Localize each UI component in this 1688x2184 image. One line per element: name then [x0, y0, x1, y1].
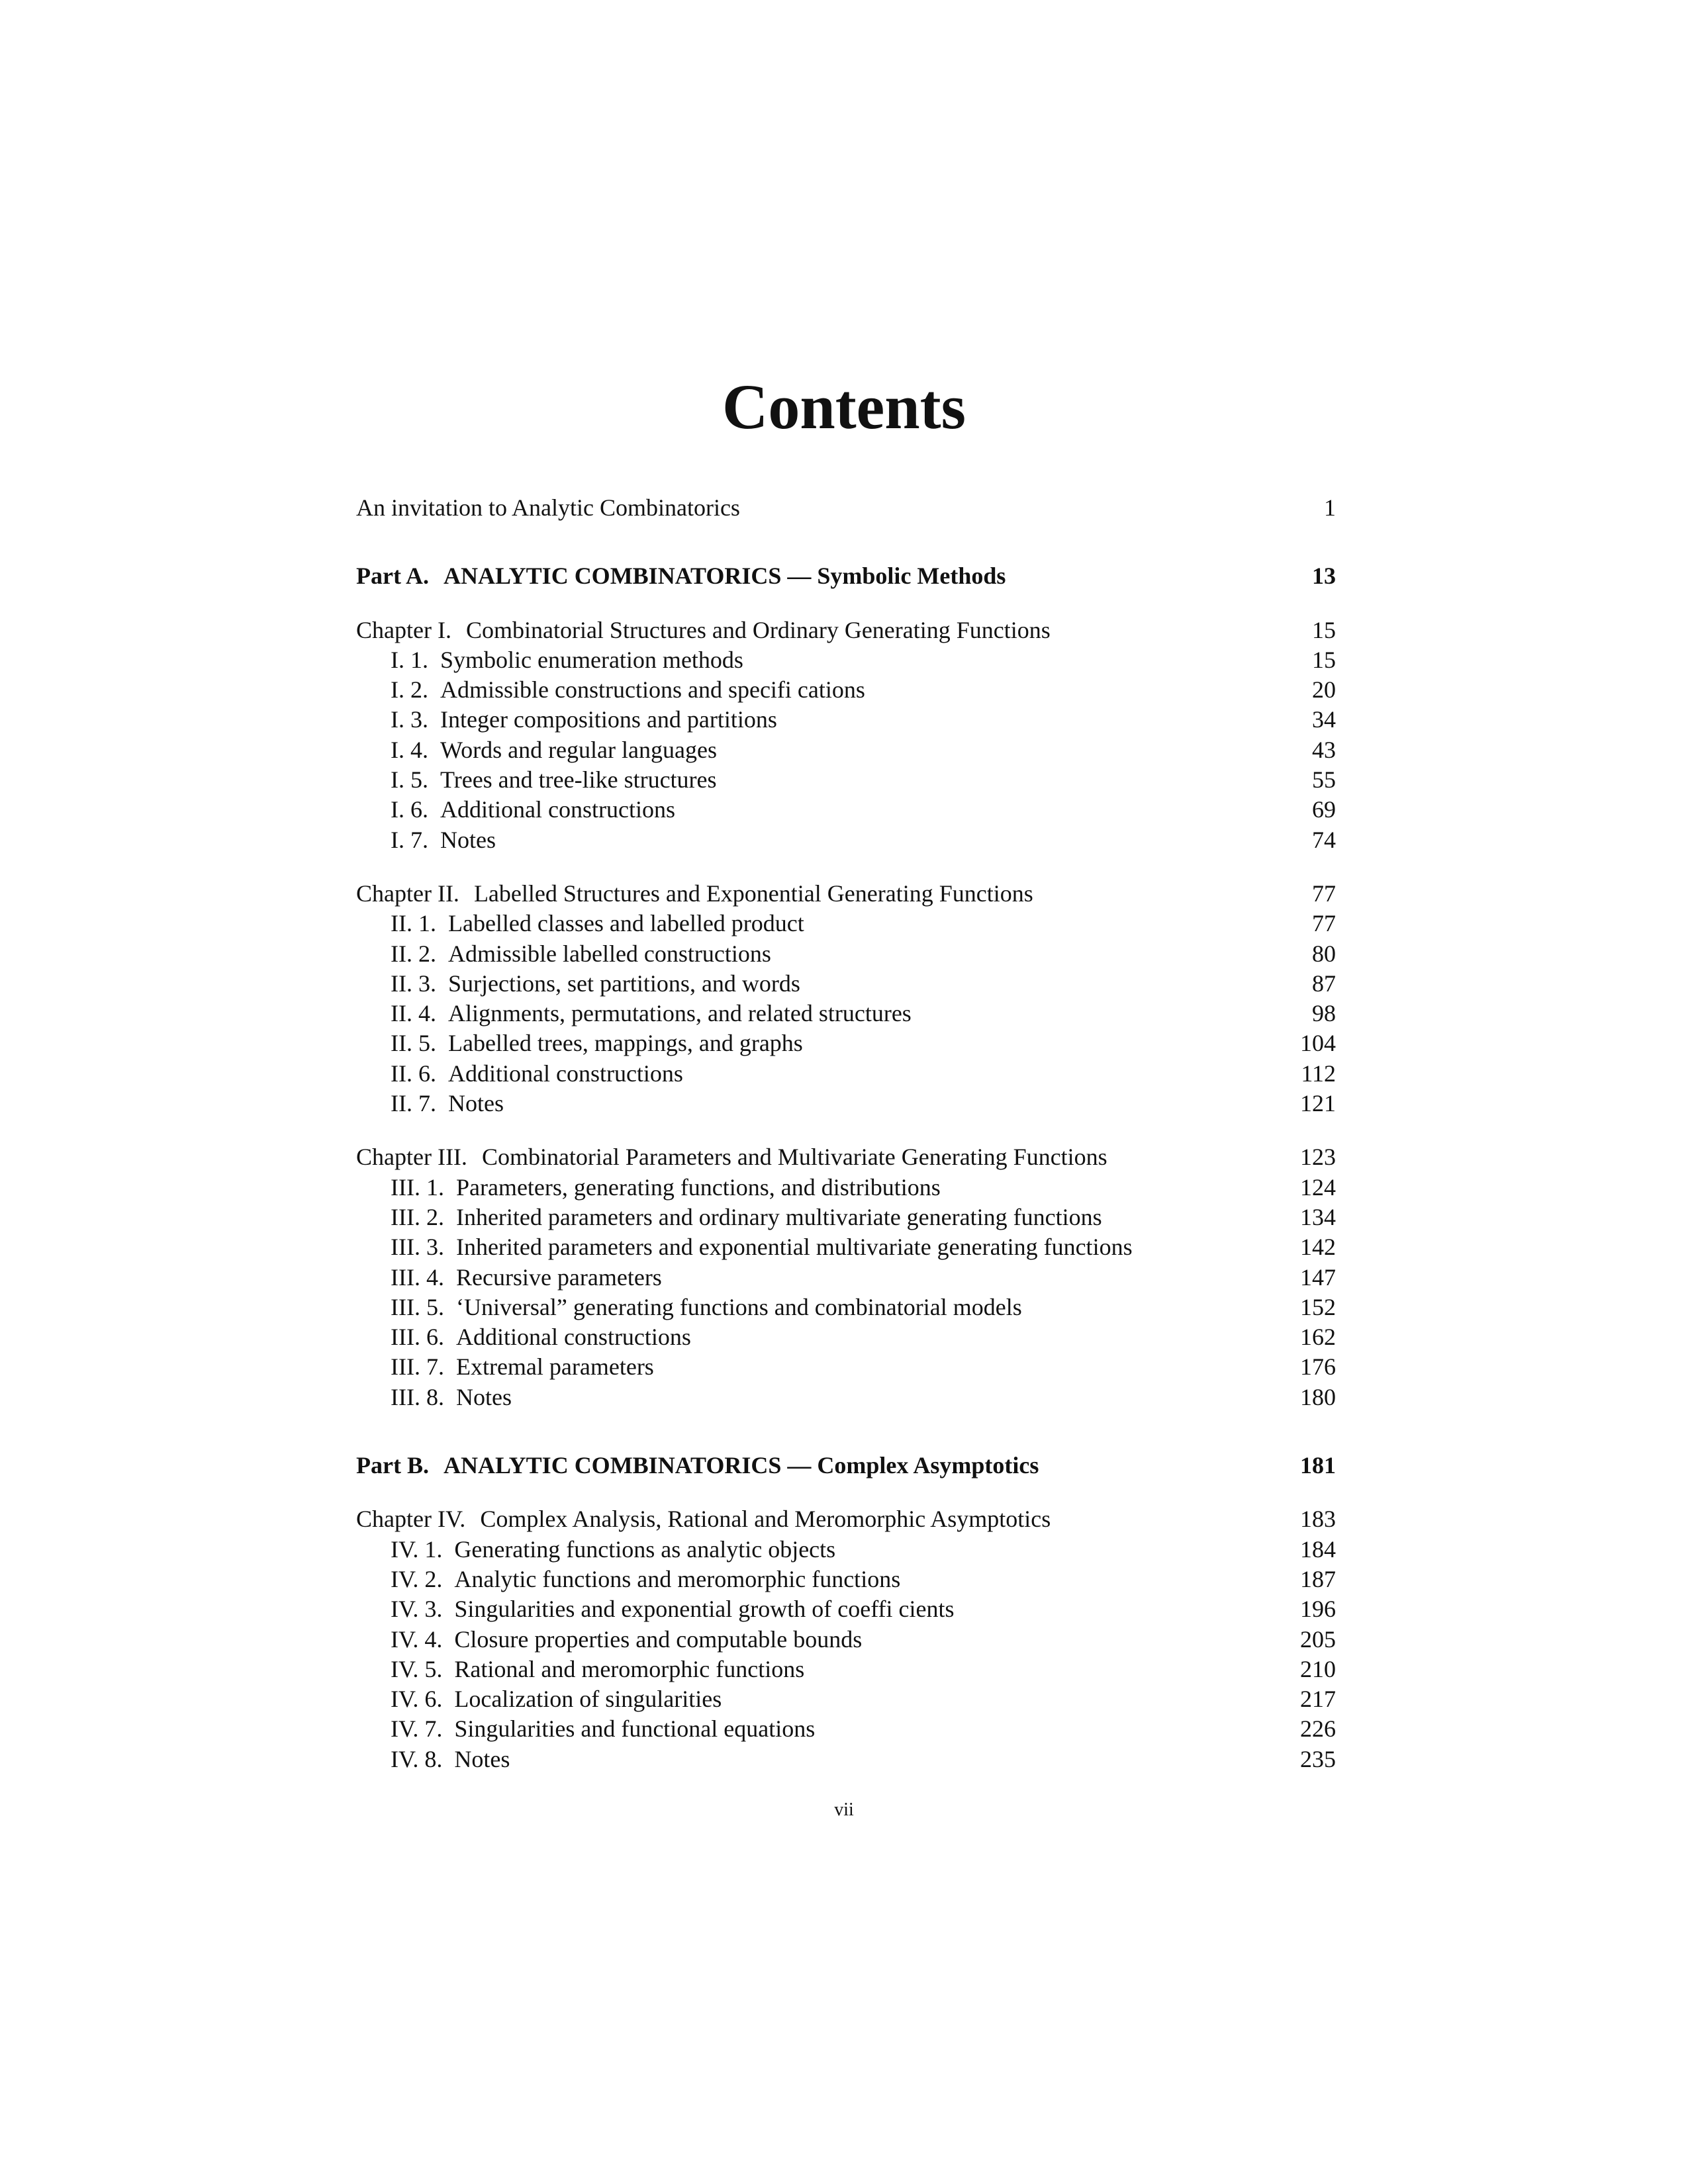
toc-entry-page: 196: [1300, 1596, 1336, 1623]
toc-entry-page: 112: [1301, 1060, 1336, 1087]
section-number: IV. 3.: [391, 1596, 443, 1623]
section-label: Admissible constructions and specifi cations: [440, 676, 865, 704]
page-title: Contents: [722, 371, 966, 442]
toc-entry-page: 13: [1312, 563, 1336, 590]
toc-section[interactable]: [356, 795, 1336, 825]
toc-section[interactable]: [356, 1594, 1336, 1624]
section-label: Symbolic enumeration methods: [440, 646, 743, 673]
toc-entry-page: 123: [1300, 1144, 1336, 1171]
section-label: Notes: [447, 1090, 504, 1117]
toc-entry-page: 183: [1300, 1506, 1336, 1533]
section-number: II. 1.: [391, 910, 436, 937]
section-number: III. 5.: [391, 1293, 444, 1320]
toc-entry-page: 20: [1312, 676, 1336, 704]
toc-entry-page: 184: [1300, 1535, 1336, 1563]
section-label: Trees and tree-like structures: [440, 766, 717, 794]
toc-entry-page: 121: [1300, 1090, 1336, 1117]
toc-section[interactable]: [356, 1322, 1336, 1352]
chapter-label: Combinatorial Structures and Ordinary Generating Functions: [465, 616, 1051, 643]
section-label: Extremal parameters: [455, 1353, 654, 1381]
toc-section[interactable]: [356, 825, 1336, 855]
section-number: III. 2.: [391, 1203, 444, 1230]
toc-entry-page: 77: [1312, 910, 1336, 937]
toc-entry-page: 124: [1300, 1173, 1336, 1201]
section-number: I. 6.: [391, 796, 428, 823]
toc-section[interactable]: [356, 675, 1336, 705]
table-of-contents: [356, 493, 1336, 1774]
toc-entry-page: 180: [1300, 1383, 1336, 1410]
section-number: IV. 7.: [391, 1715, 443, 1743]
section-number: III. 7.: [391, 1353, 444, 1381]
section-label: Labelled classes and labelled product: [447, 910, 804, 937]
toc-section[interactable]: [356, 1089, 1336, 1118]
section-label: Singularities and functional equations: [454, 1715, 816, 1743]
section-label: Notes: [455, 1383, 512, 1410]
toc-section[interactable]: [356, 735, 1336, 765]
section-number: I. 2.: [391, 676, 428, 704]
section-label: Singularities and exponential growth of coeffi cients: [454, 1596, 955, 1623]
toc-section[interactable]: [356, 1059, 1336, 1089]
section-number: I. 5.: [391, 766, 428, 794]
section-number: IV. 2.: [391, 1565, 443, 1592]
section-label: Notes: [454, 1745, 510, 1772]
page-number: vii: [834, 1799, 854, 1820]
toc-entry-page: 34: [1312, 706, 1336, 733]
toc-entry-page: 152: [1300, 1293, 1336, 1320]
section-number: IV. 4.: [391, 1625, 443, 1653]
toc-entry-page: 142: [1300, 1234, 1336, 1261]
toc-entry-page: 69: [1312, 796, 1336, 823]
chapter-number: Chapter IV.: [356, 1506, 466, 1533]
toc-section[interactable]: [356, 1232, 1336, 1262]
section-label: Additional constructions: [455, 1324, 691, 1351]
toc-section[interactable]: [356, 909, 1336, 938]
toc-section[interactable]: [356, 1203, 1336, 1232]
section-label: Inherited parameters and ordinary multivariate generating functions: [455, 1203, 1102, 1230]
toc-entry-page: 187: [1300, 1565, 1336, 1592]
section-number: I. 7.: [391, 826, 428, 853]
part-number: Part B.: [356, 1452, 429, 1479]
toc-section[interactable]: [356, 1293, 1336, 1322]
toc-entry-page: 162: [1300, 1324, 1336, 1351]
toc-entry-page: 74: [1312, 826, 1336, 853]
section-label: Words and regular languages: [440, 736, 717, 763]
section-label: Recursive parameters: [455, 1263, 662, 1291]
toc-entry-page: 217: [1300, 1686, 1336, 1713]
toc-section[interactable]: [356, 645, 1336, 675]
chapter-label: Complex Analysis, Rational and Meromorphic Asymptotics: [480, 1506, 1051, 1533]
toc-section[interactable]: [356, 1745, 1336, 1774]
section-number: III. 4.: [391, 1263, 444, 1291]
toc-entry-page: 1: [1324, 494, 1336, 521]
chapter-label: Labelled Structures and Exponential Generating Functions: [473, 880, 1033, 907]
section-number: I. 4.: [391, 736, 428, 763]
part-number: Part A.: [356, 563, 429, 590]
toc-part-a[interactable]: [356, 561, 1336, 591]
toc-section[interactable]: [356, 1714, 1336, 1744]
toc-entry-page: 55: [1312, 766, 1336, 794]
toc-entry-label: An invitation to Analytic Combinatorics: [356, 494, 740, 521]
section-label: Localization of singularities: [454, 1686, 722, 1713]
toc-chapter-3[interactable]: [356, 1142, 1336, 1172]
section-label: Alignments, permutations, and related structures: [447, 1000, 912, 1027]
section-label: ‘Universal” generating functions and combinatorial models: [455, 1293, 1022, 1320]
section-label: Closure properties and computable bounds: [454, 1625, 863, 1653]
toc-entry-page: 210: [1300, 1655, 1336, 1682]
section-number: I. 1.: [391, 646, 428, 673]
toc-section[interactable]: [356, 1352, 1336, 1382]
toc-entry-page: 226: [1300, 1715, 1336, 1743]
section-number: III. 6.: [391, 1324, 444, 1351]
section-label: Notes: [440, 826, 496, 853]
section-label: Surjections, set partitions, and words: [447, 970, 800, 997]
toc-section[interactable]: [356, 999, 1336, 1028]
toc-section[interactable]: [356, 1684, 1336, 1714]
section-number: III. 8.: [391, 1383, 444, 1410]
toc-entry-page: 134: [1300, 1203, 1336, 1230]
toc-entry-page: 98: [1312, 1000, 1336, 1027]
toc-entry-invitation[interactable]: [356, 493, 1336, 523]
section-number: I. 3.: [391, 706, 428, 733]
toc-entry-page: 147: [1300, 1263, 1336, 1291]
section-label: Labelled trees, mappings, and graphs: [447, 1030, 803, 1057]
toc-entry-page: 87: [1312, 970, 1336, 997]
section-label: Parameters, generating functions, and distributions: [455, 1173, 941, 1201]
toc-section[interactable]: [356, 1263, 1336, 1293]
section-number: IV. 1.: [391, 1535, 443, 1563]
section-number: II. 4.: [391, 1000, 436, 1027]
section-label: Rational and meromorphic functions: [454, 1655, 805, 1682]
section-label: Additional constructions: [447, 1060, 683, 1087]
part-label: ANALYTIC COMBINATORICS — Symbolic Methods: [443, 563, 1006, 590]
section-number: IV. 8.: [391, 1745, 443, 1772]
section-number: IV. 6.: [391, 1686, 443, 1713]
toc-section[interactable]: [356, 1625, 1336, 1655]
toc-entry-page: 181: [1300, 1452, 1336, 1479]
toc-section[interactable]: [356, 1535, 1336, 1565]
chapter-number: Chapter II.: [356, 880, 459, 907]
toc-entry-page: 15: [1312, 646, 1336, 673]
toc-part-b[interactable]: [356, 1451, 1336, 1480]
chapter-number: Chapter III.: [356, 1144, 467, 1171]
toc-chapter-1[interactable]: [356, 615, 1336, 645]
section-label: Analytic functions and meromorphic functions: [454, 1565, 901, 1592]
part-label: ANALYTIC COMBINATORICS — Complex Asymptotics: [443, 1452, 1039, 1479]
toc-section[interactable]: [356, 939, 1336, 969]
section-label: Additional constructions: [440, 796, 675, 823]
section-number: II. 5.: [391, 1030, 436, 1057]
toc-entry-page: 43: [1312, 736, 1336, 763]
section-label: Generating functions as analytic objects: [454, 1535, 836, 1563]
section-number: II. 7.: [391, 1090, 436, 1117]
chapter-number: Chapter I.: [356, 616, 451, 643]
toc-section[interactable]: [356, 1565, 1336, 1594]
toc-section[interactable]: [356, 1655, 1336, 1684]
chapter-label: Combinatorial Parameters and Multivariate Generating Functions: [481, 1144, 1107, 1171]
toc-section[interactable]: [356, 705, 1336, 735]
toc-entry-page: 77: [1312, 880, 1336, 907]
toc-chapter-4[interactable]: [356, 1504, 1336, 1534]
toc-chapter-2[interactable]: [356, 879, 1336, 909]
section-label: Integer compositions and partitions: [440, 706, 777, 733]
section-number: II. 2.: [391, 940, 436, 967]
toc-section[interactable]: [356, 765, 1336, 795]
section-number: III. 1.: [391, 1173, 444, 1201]
toc-section[interactable]: [356, 1173, 1336, 1203]
toc-section[interactable]: [356, 1028, 1336, 1058]
section-number: II. 3.: [391, 970, 436, 997]
toc-section[interactable]: [356, 1383, 1336, 1412]
section-number: IV. 5.: [391, 1655, 443, 1682]
section-number: II. 6.: [391, 1060, 436, 1087]
toc-entry-page: 235: [1300, 1745, 1336, 1772]
toc-entry-page: 80: [1312, 940, 1336, 967]
section-number: III. 3.: [391, 1234, 444, 1261]
toc-entry-page: 15: [1312, 616, 1336, 643]
toc-section[interactable]: [356, 969, 1336, 999]
section-label: Inherited parameters and exponential multivariate generating functions: [455, 1234, 1133, 1261]
toc-entry-page: 205: [1300, 1625, 1336, 1653]
toc-entry-page: 104: [1300, 1030, 1336, 1057]
section-label: Admissible labelled constructions: [447, 940, 771, 967]
toc-entry-page: 176: [1300, 1353, 1336, 1381]
